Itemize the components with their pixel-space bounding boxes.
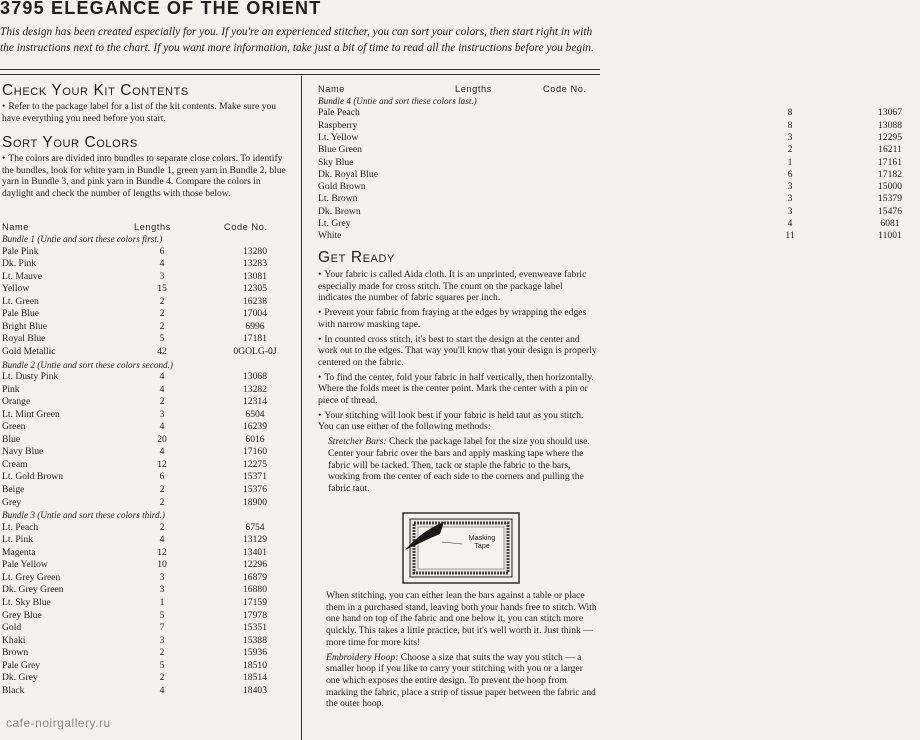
color-name: Pale Yellow <box>2 559 48 571</box>
check-kit-text: • Refer to the package label for a list of the kit contents. Make sure you have everything you need before you start. <box>2 101 277 124</box>
color-lengths: 15 <box>157 283 167 295</box>
color-lengths: 2 <box>159 647 165 659</box>
ready-para-5: Your stitching will look best if your fabric is held taut as you stitch. You can use either of the following methods: <box>318 409 584 433</box>
color-lengths: 2 <box>159 295 165 307</box>
color-lengths: 3 <box>787 181 793 193</box>
color-name: Green <box>2 421 26 433</box>
color-code: 16238 <box>243 295 267 307</box>
bundle-heading <box>2 359 285 372</box>
color-code: 15379 <box>878 193 902 205</box>
color-row <box>318 218 920 231</box>
color-lengths: 20 <box>157 433 167 445</box>
col-header-lengths: Lengths <box>455 84 492 94</box>
color-code: 0GOLG-0J <box>233 345 277 357</box>
color-row <box>2 308 285 321</box>
color-lengths: 4 <box>159 534 165 546</box>
color-code: 16879 <box>243 571 267 583</box>
color-code: 18514 <box>243 672 267 684</box>
color-row <box>2 635 285 648</box>
color-code: 6504 <box>245 408 265 420</box>
color-lengths: 3 <box>159 571 165 583</box>
sort-colors-text: • The colors are divided into bundles to separate close colors. To identify the bundles, look for white yarn in Bundle 1, green yarn in Bundle 2, blue yarn in Bundle 3, and pink yarn in Bundle 4. Compare the colors in daylight and check the number of lengths with those below. <box>2 153 286 200</box>
hoop-text: Choose a size that suits the way you stitch — a smaller hoop if you like to carry your stitching with you or a larger one which exposes the entire design. To prevent the hoop from marking the fabric, place a strip of tissue paper between the fabric and the outer hoop. <box>326 651 596 710</box>
color-lengths: 2 <box>159 396 165 408</box>
col-header-code: Code No. <box>543 84 587 94</box>
color-lengths: 2 <box>787 144 793 156</box>
bundle-heading-text: Bundle 1 (Untie and sort these colors first.) <box>2 234 163 244</box>
stretcher-bars-figure <box>402 512 520 584</box>
color-row <box>2 547 285 560</box>
color-lengths: 5 <box>159 333 165 345</box>
color-row <box>318 157 920 170</box>
color-lengths: 2 <box>159 496 165 508</box>
color-lengths: 2 <box>159 521 165 533</box>
color-code: 17159 <box>243 596 267 608</box>
bundle-heading-text: Bundle 4 (Untie and sort these colors last.) <box>318 96 477 106</box>
color-row <box>2 622 285 635</box>
color-row <box>2 484 285 497</box>
hoop-label: Embroidery Hoop: <box>326 651 399 663</box>
color-name: Lt. Green <box>2 295 39 307</box>
color-row <box>318 120 920 133</box>
color-name: Yellow <box>2 283 30 295</box>
sort-colors-heading: Sort Your Colors <box>2 134 138 151</box>
color-name: Cream <box>2 458 28 470</box>
color-code: 13067 <box>878 107 902 119</box>
color-name: Beige <box>2 484 25 495</box>
color-name: Magenta <box>2 546 36 558</box>
color-name: Lt. Grey Green <box>2 571 61 583</box>
color-code: 12295 <box>878 131 902 143</box>
color-name: Lt. Grey <box>318 218 351 229</box>
top-divider <box>0 69 600 70</box>
color-code: 17161 <box>878 156 902 168</box>
color-code: 13081 <box>243 270 267 282</box>
color-row <box>318 132 920 145</box>
color-lengths: 8 <box>787 107 793 119</box>
color-name: Gold Metallic <box>2 345 56 357</box>
watermark: cafe-noirgallery.ru <box>6 716 111 730</box>
color-row <box>2 434 285 447</box>
color-row <box>318 206 920 219</box>
color-name: White <box>318 230 342 242</box>
page-title: 3795 ELEGANCE OF THE ORIENT <box>0 0 322 18</box>
color-code: 13401 <box>243 546 267 558</box>
color-code: 15388 <box>243 634 267 646</box>
color-code: 16211 <box>878 144 902 156</box>
color-row <box>2 685 285 698</box>
intro-text <box>0 24 610 56</box>
color-name: Dk. Pink <box>2 258 37 270</box>
col-header-code: Code No. <box>224 222 268 232</box>
color-lengths: 8 <box>787 119 793 131</box>
color-row <box>2 283 285 296</box>
color-code: 12275 <box>243 458 267 470</box>
color-name: Gold <box>2 622 22 634</box>
color-row <box>2 258 285 271</box>
color-name: Lt. Gold Brown <box>2 471 64 483</box>
color-code: 15371 <box>243 471 267 483</box>
color-code: 15936 <box>243 647 267 659</box>
color-row <box>2 534 285 547</box>
color-lengths: 3 <box>787 131 793 143</box>
color-row <box>2 497 285 510</box>
color-lengths: 4 <box>787 218 793 229</box>
color-row <box>2 584 285 597</box>
color-row <box>318 107 920 120</box>
sort-colors-body: The colors are divided into bundles to separate close colors. To identify the bundles, look for white yarn in Bundle 1, green yarn in Bundle 2, blue yarn in Bundle 3, and pink yarn in Bundle 4. Compare the colors in daylight and check the number of lengths with those below. <box>2 153 286 200</box>
bundle-heading <box>2 233 285 246</box>
color-name: Lt. Sky Blue <box>2 596 51 608</box>
color-lengths: 2 <box>159 320 165 332</box>
stretcher-text: Check the package label for the size you should use. Center your fabric over the bars and apply masking tape where the fabric will be tacked. Then, tack or staple the fabric to the bars, working from the center of each side to the corners and pulling the fabric taut. <box>328 436 590 494</box>
check-kit-heading: Check Your Kit Contents <box>2 82 189 99</box>
color-row <box>2 660 285 673</box>
color-row <box>2 471 285 484</box>
color-name: Royal Blue <box>2 333 46 345</box>
color-lengths: 11 <box>785 230 795 242</box>
color-code: 15376 <box>243 484 267 495</box>
intro-line: the instructions next to the chart. If you want more information, take just a bit of time to read all the instructions before you begin. <box>0 42 594 54</box>
color-lengths: 6 <box>159 245 165 257</box>
color-code: 12314 <box>243 396 267 408</box>
color-code: 6754 <box>245 521 265 533</box>
column-divider <box>301 76 302 740</box>
color-row <box>2 610 285 623</box>
color-row <box>2 384 285 397</box>
color-lengths: 2 <box>159 672 165 684</box>
color-code: 13129 <box>243 534 267 546</box>
stretcher-label: Stretcher Bars: <box>328 436 387 448</box>
color-lengths: 3 <box>159 408 165 420</box>
color-code: 16880 <box>243 584 267 596</box>
color-name: Lt. Mauve <box>2 270 42 282</box>
color-code: 16239 <box>243 421 267 433</box>
color-row <box>2 409 285 422</box>
bundle-heading-text: Bundle 2 (Untie and sort these colors second.) <box>2 359 173 370</box>
color-name: Bright Blue <box>2 320 48 332</box>
color-name: Pale Peach <box>318 107 360 119</box>
color-name: Grey <box>2 496 22 508</box>
color-code: 17978 <box>243 609 267 621</box>
color-name: Lt. Pink <box>2 534 33 546</box>
color-row <box>2 672 285 685</box>
color-code: 15476 <box>878 205 902 217</box>
color-name: Pale Pink <box>2 245 39 257</box>
get-ready-heading: Get Ready <box>318 249 395 266</box>
color-lengths: 3 <box>159 584 165 596</box>
color-row <box>318 181 920 194</box>
color-lengths: 2 <box>159 484 165 495</box>
color-lengths: 42 <box>157 345 167 357</box>
lean-text: When stitching, you can either lean the bars against a table or place them in a purchased stand, leaving both your hands free to stitch. With one hand on top of the fabric and one below it, you can stitch more quickly. This takes a little practice, but it's well worth it. Just think — more time for more kits! <box>326 590 597 648</box>
color-row <box>318 169 920 182</box>
color-name: Gold Brown <box>318 181 366 193</box>
color-row <box>2 333 285 346</box>
color-row <box>318 230 920 243</box>
color-lengths: 5 <box>159 609 165 621</box>
color-code: 6081 <box>880 218 900 229</box>
color-lengths: 4 <box>159 383 165 395</box>
color-code: 17181 <box>243 333 267 345</box>
color-row <box>2 559 285 572</box>
color-name: Lt. Mint Green <box>2 408 60 420</box>
color-name: Khaki <box>2 634 26 646</box>
bundle-heading <box>318 95 920 108</box>
color-code: 11001 <box>878 230 902 242</box>
intro-line: This design has been created especially for you. If you're an experienced stitcher, you can sort your colors, then start right in with <box>0 26 593 38</box>
color-lengths: 1 <box>787 156 793 168</box>
color-lengths: 4 <box>159 684 165 696</box>
color-code: 13282 <box>243 383 267 395</box>
color-code: 13283 <box>243 258 267 270</box>
color-name: Navy Blue <box>2 446 44 458</box>
bundle-heading-text: Bundle 3 (Untie and sort these colors third.) <box>2 510 165 521</box>
color-code: 17004 <box>243 308 267 320</box>
color-code: 6016 <box>245 433 265 445</box>
color-row <box>2 246 285 259</box>
color-name: Blue Green <box>318 144 362 156</box>
color-code: 13088 <box>878 119 902 131</box>
color-name: Dk. Grey <box>2 672 38 684</box>
get-ready-text: • Your fabric is called Aida cloth. It is an unprinted, evenweave fabric especially made for cross stitch. The count on the package label indicates the number of fabric squares per inch. • Prevent your fabric from fraying at the edges by wrapping the edges with narrow masking tape. • In counted cross stitch, it's best to start the design at the center and work out to the edges. That way you'll know that your design is properly centered on the fabric. • To find the center, fold your fabric in half vertically, then horizontally. Where the folds meet is the center point. Mark the center with a pin or piece of thread. • Your stitching will look best if your fabric is held taut as you stitch. You can use either of the following methods: Stretcher Bars: Check the package label for the size you should use. Center your fabric over the bars and apply masking tape where the fabric will be tacked. Then, tack or staple the fabric to the bars, working from the center of each side to the corners and pulling the fabric taut. <box>318 269 597 494</box>
color-code: 18900 <box>243 496 267 508</box>
color-row <box>2 371 285 384</box>
color-name: Lt. Dusty Pink <box>2 371 59 383</box>
color-name: Orange <box>2 396 31 408</box>
color-name: Blue <box>2 433 21 445</box>
color-code: 15351 <box>243 622 267 634</box>
col-header-name: Name <box>2 222 29 232</box>
color-code: 12296 <box>243 559 267 571</box>
color-row <box>2 321 285 334</box>
color-lengths: 4 <box>159 258 165 270</box>
color-lengths: 2 <box>159 308 165 320</box>
color-lengths: 10 <box>157 559 167 571</box>
color-lengths: 12 <box>157 546 167 558</box>
color-name: Lt. Yellow <box>318 131 359 143</box>
color-lengths: 3 <box>159 634 165 646</box>
color-row <box>2 597 285 610</box>
color-lengths: 3 <box>787 193 793 205</box>
color-row <box>318 193 920 206</box>
color-row <box>318 144 920 157</box>
color-name: Lt. Peach <box>2 521 39 533</box>
color-name: Pale Blue <box>2 308 40 320</box>
color-code: 18403 <box>243 684 267 696</box>
ready-para-3: In counted cross stitch, it's best to start the design at the center and work out to the edges. That way you'll know that your design is properly centered on the fabric. <box>318 333 597 368</box>
color-code: 6996 <box>245 320 265 332</box>
color-lengths: 4 <box>159 446 165 458</box>
col-header-name: Name <box>318 84 345 94</box>
ready-para-2: Prevent your fabric from fraying at the edges by wrapping the edges with narrow masking tape. <box>318 307 587 330</box>
color-row <box>2 346 285 359</box>
color-lengths: 3 <box>787 205 793 217</box>
color-code: 13068 <box>243 371 267 383</box>
color-row <box>2 271 285 284</box>
color-name: Pink <box>2 383 20 395</box>
color-name: Dk. Grey Green <box>2 584 64 596</box>
color-name: Dk. Brown <box>318 205 361 217</box>
color-name: Raspberry <box>318 119 358 131</box>
ready-para-1: Your fabric is called Aida cloth. It is an unprinted, evenweave fabric especially made for cross stitch. The count on the package label indicates the number of fabric squares per inch. <box>318 269 587 304</box>
color-code: 18510 <box>243 659 267 671</box>
color-name: Dk. Royal Blue <box>318 168 378 180</box>
masking-tape-label: Masking Tape <box>468 533 496 550</box>
color-lengths: 5 <box>159 659 165 671</box>
color-row <box>2 522 285 535</box>
bundle-heading <box>2 509 285 522</box>
color-code: 17182 <box>878 168 902 180</box>
lean-and-hoop-text <box>326 590 598 710</box>
color-code: 13280 <box>243 245 267 257</box>
color-row <box>2 421 285 434</box>
color-code: 17160 <box>243 446 267 458</box>
check-kit-body: Refer to the package label for a list of the kit contents. Make sure you have everything you need before you start. <box>2 101 277 124</box>
color-lengths: 4 <box>159 371 165 383</box>
color-row <box>2 459 285 472</box>
color-name: Black <box>2 684 25 696</box>
color-name: Pale Grey <box>2 659 41 671</box>
color-code: 12305 <box>243 283 267 295</box>
color-lengths: 6 <box>159 471 165 483</box>
color-row <box>2 446 285 459</box>
top-divider-inner <box>0 74 600 75</box>
ready-para-4: To find the center, fold your fabric in half vertically, then horizontally. Where the folds meet is the center point. Mark the center with a pin or piece of thread. <box>318 371 594 407</box>
color-name: Sky Blue <box>318 156 354 168</box>
stretcher-bars-drawing <box>402 512 520 584</box>
color-row <box>2 396 285 409</box>
color-lengths: 7 <box>159 622 165 634</box>
col-header-lengths: Lengths <box>134 222 171 232</box>
color-lengths: 4 <box>159 421 165 433</box>
color-lengths: 3 <box>159 270 165 282</box>
color-row <box>2 647 285 660</box>
color-name: Lt. Brown <box>318 193 358 205</box>
color-lengths: 6 <box>787 168 793 180</box>
color-lengths: 1 <box>159 596 165 608</box>
color-lengths: 12 <box>157 458 167 470</box>
color-row <box>2 296 285 309</box>
color-row <box>2 572 285 585</box>
color-code: 15000 <box>878 181 902 193</box>
color-name: Grey Blue <box>2 609 42 621</box>
color-name: Brown <box>2 647 29 659</box>
